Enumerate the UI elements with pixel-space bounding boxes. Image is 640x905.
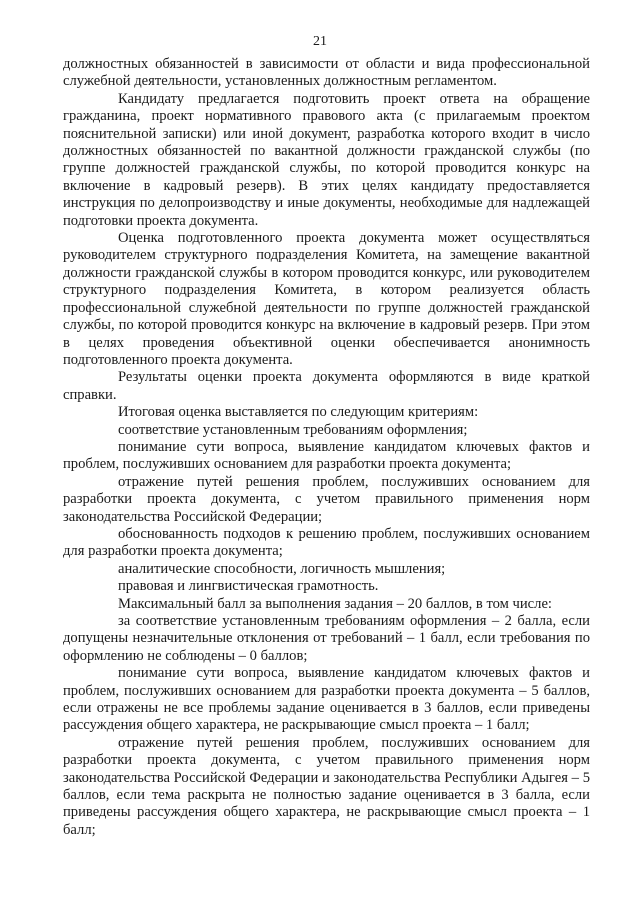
criterion-item: аналитические способности, логичность мышления; xyxy=(118,560,446,577)
document-body xyxy=(63,56,590,839)
score-item: отражение путей решения проблем, послуживших основанием для разработки проекта документа, с учетом правильного применения норм законодательства Российской Федерации и законодательства Республики Адыгея – 5 баллов, если тема раскрыта не полностью задание оценивается в 3 балла, если приведены рассуждения общего характера, не раскрывающие смысл проекта – 1 балл; xyxy=(63,734,590,838)
paragraph-continued: должностных обязанностей в зависимости от области и вида профессиональной служебной деятельности, установленных должностным регламентом. xyxy=(63,56,590,90)
criterion-item: обоснованность подходов к решению проблем, послуживших основанием для разработки проекта документа; xyxy=(63,525,590,560)
criterion-item: правовая и лингвистическая грамотность. xyxy=(118,578,379,595)
criterion-item: отражение путей решения проблем, послуживших основанием для разработки проекта документа, с учетом правильного применения норм законодательства Российской Федерации; xyxy=(63,473,590,525)
score-item: понимание сути вопроса, выявление кандидатом ключевых фактов и проблем, послуживших основанием для разработки проекта документа – 5 баллов, если отражены не все проблемы задание оценивается в 3 баллов, если приведены рассуждения общего характера, не раскрывающие смысл проекта – 1 балл; xyxy=(63,665,590,734)
paragraph-max-score: Максимальный балл за выполнения задания – 20 баллов, в том числе: xyxy=(118,595,552,612)
page-number: 21 xyxy=(313,34,327,49)
paragraph-results: Результаты оценки проекта документа оформляются в виде краткой справки. xyxy=(63,369,590,403)
criterion-item: соответствие установленным требованиям оформления; xyxy=(118,421,468,438)
paragraph-criteria-intro: Итоговая оценка выставляется по следующим критериям: xyxy=(118,404,479,421)
paragraph-evaluation: Оценка подготовленного проекта документа может осуществляться руководителем структурного подразделения Комитета, на замещение вакантной должности гражданской службы в котором проводится конкурс, или руководителем структурного подразделения Комитета, в котором реализуется область профессиональной служебной деятельности по группе должностей гражданской службы, по которой проводится конкурс на включение в кадровый резерв. При этом в целях проведения объективной оценки обеспечивается анонимность подготовленного проекта документа. xyxy=(63,230,590,368)
criterion-item: понимание сути вопроса, выявление кандидатом ключевых фактов и проблем, послуживших основанием для разработки проекта документа; xyxy=(63,438,590,473)
score-item: за соответствие установленным требованиям оформления – 2 балла, если допущены незначительные отклонения от требований – 1 балл, если требования по оформлению не соблюдены – 0 баллов; xyxy=(63,613,590,664)
paragraph-task-description: Кандидату предлагается подготовить проект ответа на обращение гражданина, проект нормативного правового акта (с прилагаемым проектом пояснительной записки) или иной документ, разработка которого входит в число должностных обязанностей по вакантной должности гражданской службы (по группе должностей гражданской службы, по которой проводится конкурс на включение в кадровый резерв). В этих целях кандидату предоставляется инструкция по делопроизводству и иные документы, необходимые для надлежащей подготовки проекта документа. xyxy=(63,90,590,229)
